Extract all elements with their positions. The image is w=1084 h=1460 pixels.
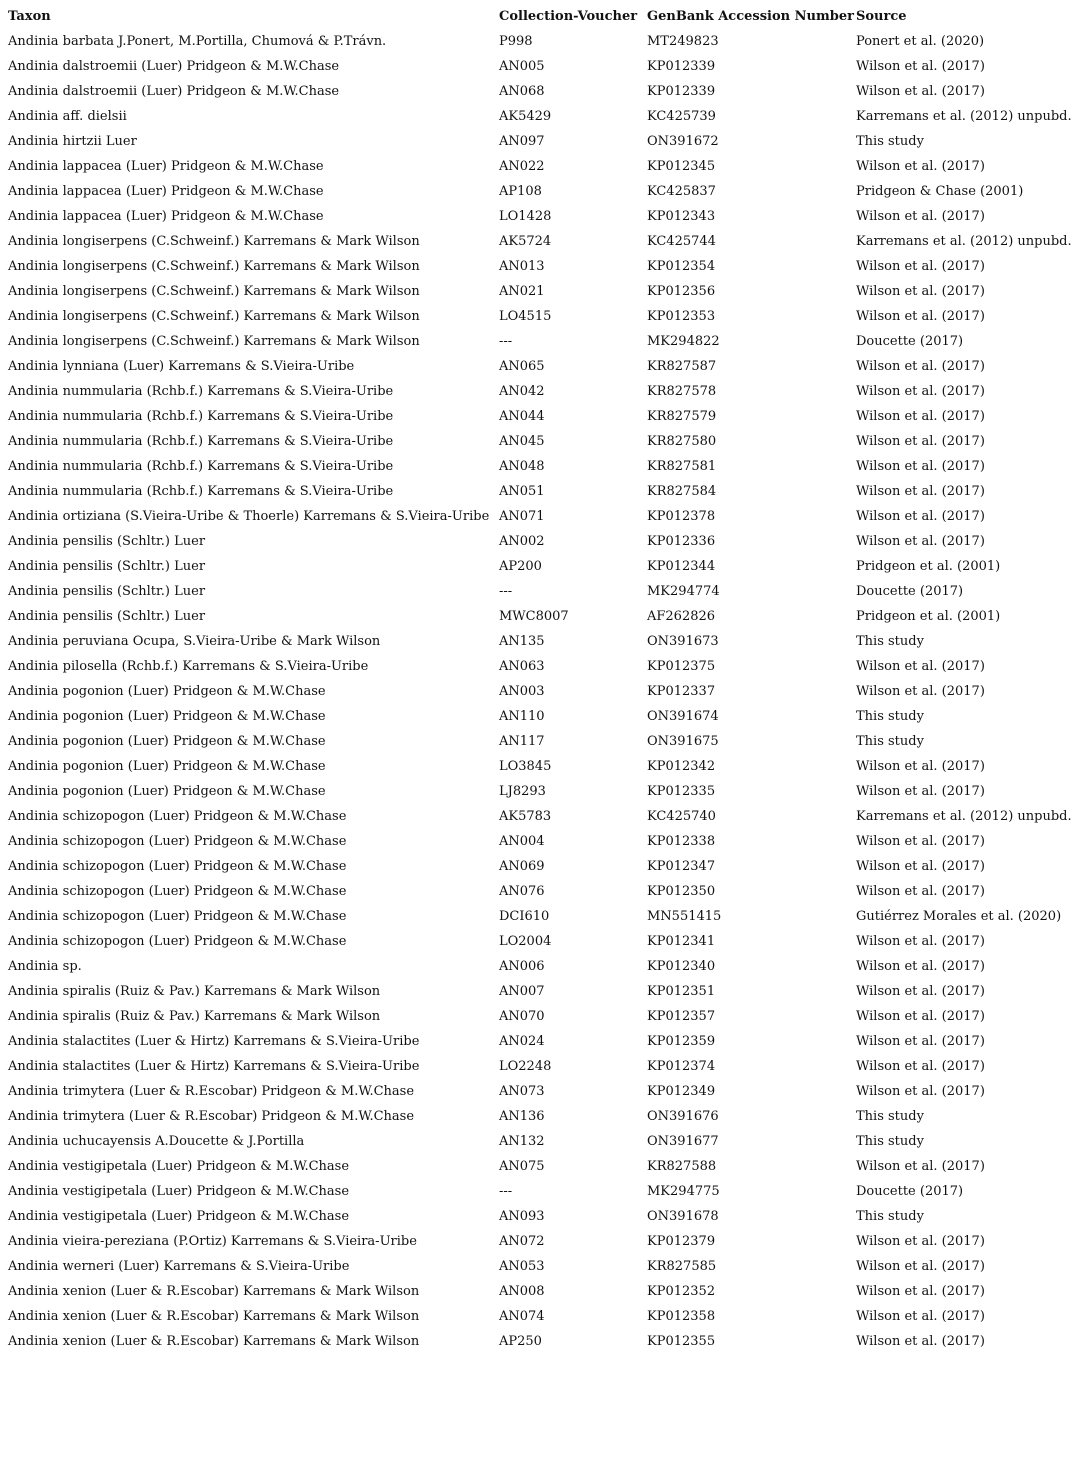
source-cell: Wilson et al. (2017) [856,1259,985,1274]
table-row [8,904,1081,929]
source-cell: Wilson et al. (2017) [856,659,985,674]
column-header-genbank-accession: GenBank Accession Number [647,9,854,24]
table-row [8,79,1081,104]
genbank-cell: KP012355 [647,1334,716,1349]
genbank-cell: KP012337 [647,684,716,699]
voucher-cell: DCI610 [499,909,550,924]
table-row [8,1104,1081,1129]
source-cell: Wilson et al. (2017) [856,284,985,299]
source-cell: Wilson et al. (2017) [856,1009,985,1024]
table-row [8,1079,1081,1104]
source-cell: This study [856,1134,924,1149]
genbank-cell: MK294774 [647,584,720,599]
table-row [8,679,1081,704]
genbank-cell: KP012352 [647,1284,716,1299]
source-cell: Wilson et al. (2017) [856,59,985,74]
voucher-cell: AN021 [499,284,545,299]
header-row [8,4,1081,29]
table-row [8,779,1081,804]
table-row [8,29,1081,54]
table-row [8,1229,1081,1254]
voucher-cell: LO3845 [499,759,552,774]
taxon-cell: Andinia schizopogon (Luer) Pridgeon & M.W.Chase [8,909,347,924]
voucher-cell: AN007 [499,984,545,999]
source-cell: Wilson et al. (2017) [856,834,985,849]
genbank-cell: KP012338 [647,834,716,849]
voucher-cell: --- [499,584,513,599]
voucher-cell: AN002 [499,534,545,549]
taxon-cell: Andinia longiserpens (C.Schweinf.) Karremans & Mark Wilson [8,334,420,349]
table-row [8,179,1081,204]
table-row [8,129,1081,154]
source-cell: Wilson et al. (2017) [856,259,985,274]
column-header-taxon: Taxon [8,9,51,24]
voucher-cell: LO1428 [499,209,552,224]
voucher-cell: AN003 [499,684,545,699]
genbank-cell: KP012359 [647,1034,716,1049]
source-cell: Wilson et al. (2017) [856,1309,985,1324]
source-cell: This study [856,634,924,649]
genbank-cell: KP012351 [647,984,716,999]
genbank-cell: KC425739 [647,109,716,124]
table-row [8,54,1081,79]
source-cell: Pridgeon et al. (2001) [856,559,1001,574]
taxon-cell: Andinia schizopogon (Luer) Pridgeon & M.W.Chase [8,859,347,874]
taxon-cell: Andinia pogonion (Luer) Pridgeon & M.W.Chase [8,684,326,699]
source-cell: Wilson et al. (2017) [856,934,985,949]
genbank-cell: KP012374 [647,1059,716,1074]
genbank-cell: KP012375 [647,659,716,674]
table-row [8,554,1081,579]
source-cell: This study [856,134,924,149]
genbank-cell: KR827580 [647,434,717,449]
taxon-cell: Andinia spiralis (Ruiz & Pav.) Karremans & Mark Wilson [8,1009,381,1024]
source-cell: Wilson et al. (2017) [856,1334,985,1349]
taxon-cell: Andinia werneri (Luer) Karremans & S.Vieira-Uribe [8,1259,350,1274]
table-row [8,254,1081,279]
genbank-cell: AF262826 [647,609,716,624]
taxon-cell: Andinia stalactites (Luer & Hirtz) Karremans & S.Vieira-Uribe [8,1059,420,1074]
voucher-cell: AN008 [499,1284,545,1299]
taxon-cell: Andinia longiserpens (C.Schweinf.) Karremans & Mark Wilson [8,259,420,274]
source-cell: Doucette (2017) [856,334,964,349]
source-cell: Wilson et al. (2017) [856,1234,985,1249]
taxon-cell: Andinia barbata J.Ponert, M.Portilla, Chumová & P.Trávn. [8,34,387,49]
source-cell: Wilson et al. (2017) [856,209,985,224]
table-row [8,304,1081,329]
genbank-cell: KC425740 [647,809,716,824]
table-row [8,1329,1081,1354]
genbank-cell: KP012336 [647,534,716,549]
voucher-cell: AN004 [499,834,545,849]
table-row [8,579,1081,604]
source-cell: Pridgeon et al. (2001) [856,609,1001,624]
voucher-cell: AK5783 [499,809,552,824]
source-cell: Wilson et al. (2017) [856,534,985,549]
taxon-cell: Andinia nummularia (Rchb.f.) Karremans & S.Vieira-Uribe [8,384,394,399]
taxon-cell: Andinia spiralis (Ruiz & Pav.) Karremans & Mark Wilson [8,984,381,999]
genbank-cell: KR827579 [647,409,717,424]
voucher-cell: AN006 [499,959,545,974]
genbank-cell: KP012378 [647,509,716,524]
voucher-cell: AN013 [499,259,545,274]
voucher-cell: P998 [499,34,533,49]
table-row [8,829,1081,854]
source-cell: This study [856,1209,924,1224]
column-header-collection-voucher: Collection-Voucher [499,9,638,24]
table-row [8,329,1081,354]
taxon-cell: Andinia schizopogon (Luer) Pridgeon & M.W.Chase [8,934,347,949]
voucher-cell: AN117 [499,734,545,749]
table-row [8,104,1081,129]
table-row [8,1029,1081,1054]
taxon-cell: Andinia longiserpens (C.Schweinf.) Karremans & Mark Wilson [8,234,420,249]
taxon-cell: Andinia lynniana (Luer) Karremans & S.Vieira-Uribe [8,359,355,374]
source-cell: Gutiérrez Morales et al. (2020) [856,909,1062,924]
table-row [8,404,1081,429]
genbank-cell: KP012340 [647,959,716,974]
table-row [8,929,1081,954]
source-cell: Karremans et al. (2012) unpubd. [856,234,1072,249]
table-row [8,504,1081,529]
source-cell: This study [856,1109,924,1124]
genbank-cell: KP012341 [647,934,716,949]
voucher-cell: LO2248 [499,1059,552,1074]
table-row [8,229,1081,254]
source-cell: Wilson et al. (2017) [856,159,985,174]
table-row [8,379,1081,404]
source-cell: Pridgeon & Chase (2001) [856,184,1024,199]
table-row [8,1154,1081,1179]
taxon-cell: Andinia vestigipetala (Luer) Pridgeon & M.W.Chase [8,1209,350,1224]
genbank-cell: KP012342 [647,759,716,774]
genbank-cell: ON391678 [647,1209,719,1224]
source-cell: Wilson et al. (2017) [856,1159,985,1174]
table-row [8,604,1081,629]
taxon-cell: Andinia nummularia (Rchb.f.) Karremans & S.Vieira-Uribe [8,434,394,449]
taxon-cell: Andinia pensilis (Schltr.) Luer [8,584,206,599]
table-row [8,1279,1081,1304]
table-row [8,1129,1081,1154]
source-cell: Wilson et al. (2017) [856,484,985,499]
source-cell: Wilson et al. (2017) [856,984,985,999]
genbank-cell: KP012358 [647,1309,716,1324]
voucher-cell: LJ8293 [499,784,546,799]
source-cell: Wilson et al. (2017) [856,359,985,374]
taxon-cell: Andinia schizopogon (Luer) Pridgeon & M.W.Chase [8,834,347,849]
taxon-cell: Andinia trimytera (Luer & R.Escobar) Pridgeon & M.W.Chase [8,1109,415,1124]
genbank-cell: KP012353 [647,309,716,324]
table-row [8,804,1081,829]
genbank-cell: MT249823 [647,34,719,49]
source-cell: Wilson et al. (2017) [856,309,985,324]
source-cell: Wilson et al. (2017) [856,759,985,774]
genbank-cell: ON391672 [647,134,719,149]
source-cell: Wilson et al. (2017) [856,959,985,974]
voucher-cell: AN044 [499,409,545,424]
voucher-cell: AN053 [499,1259,545,1274]
voucher-cell: AN042 [499,384,545,399]
specimen-table [8,4,1081,1354]
genbank-cell: KP012379 [647,1234,716,1249]
voucher-cell: AN063 [499,659,545,674]
table-row [8,704,1081,729]
taxon-cell: Andinia nummularia (Rchb.f.) Karremans & S.Vieira-Uribe [8,459,394,474]
voucher-cell: AN051 [499,484,545,499]
source-cell: This study [856,709,924,724]
source-cell: Wilson et al. (2017) [856,1059,985,1074]
voucher-cell: --- [499,334,513,349]
voucher-cell: MWC8007 [499,609,569,624]
table-header [8,4,1081,29]
genbank-cell: KP012356 [647,284,716,299]
taxon-cell: Andinia dalstroemii (Luer) Pridgeon & M.W.Chase [8,59,340,74]
voucher-cell: AN110 [499,709,545,724]
voucher-cell: AN136 [499,1109,545,1124]
genbank-cell: KP012345 [647,159,716,174]
taxon-cell: Andinia peruviana Ocupa, S.Vieira-Uribe & Mark Wilson [8,634,381,649]
taxon-cell: Andinia dalstroemii (Luer) Pridgeon & M.W.Chase [8,84,340,99]
voucher-cell: AN065 [499,359,545,374]
genbank-cell: ON391676 [647,1109,719,1124]
genbank-cell: ON391673 [647,634,719,649]
source-cell: Wilson et al. (2017) [856,884,985,899]
taxon-cell: Andinia trimytera (Luer & R.Escobar) Pridgeon & M.W.Chase [8,1084,415,1099]
taxon-cell: Andinia schizopogon (Luer) Pridgeon & M.W.Chase [8,884,347,899]
source-cell: Karremans et al. (2012) unpubd. [856,109,1072,124]
voucher-cell: AN072 [499,1234,545,1249]
source-cell: Wilson et al. (2017) [856,1284,985,1299]
source-cell: This study [856,734,924,749]
taxon-cell: Andinia pensilis (Schltr.) Luer [8,559,206,574]
voucher-cell: AN071 [499,509,545,524]
source-cell: Wilson et al. (2017) [856,1084,985,1099]
voucher-cell: AN073 [499,1084,545,1099]
table-row [8,204,1081,229]
taxon-cell: Andinia pilosella (Rchb.f.) Karremans & S.Vieira-Uribe [8,659,369,674]
voucher-cell: AN068 [499,84,545,99]
voucher-cell: AK5429 [499,109,552,124]
genbank-cell: KP012347 [647,859,716,874]
taxon-cell: Andinia longiserpens (C.Schweinf.) Karremans & Mark Wilson [8,284,420,299]
table-row [8,454,1081,479]
voucher-cell: AN005 [499,59,545,74]
genbank-cell: KR827584 [647,484,717,499]
table-row [8,879,1081,904]
voucher-cell: AN045 [499,434,545,449]
taxon-cell: Andinia xenion (Luer & R.Escobar) Karremans & Mark Wilson [8,1309,420,1324]
taxon-cell: Andinia vestigipetala (Luer) Pridgeon & M.W.Chase [8,1184,350,1199]
table-row [8,729,1081,754]
genbank-cell: KP012343 [647,209,716,224]
genbank-cell: KP012335 [647,784,716,799]
genbank-cell: KP012339 [647,59,716,74]
genbank-cell: KC425837 [647,184,716,199]
voucher-cell: AN069 [499,859,545,874]
genbank-cell: ON391674 [647,709,719,724]
table-row [8,654,1081,679]
taxon-cell: Andinia sp. [8,959,82,974]
source-cell: Doucette (2017) [856,584,964,599]
taxon-cell: Andinia pogonion (Luer) Pridgeon & M.W.Chase [8,759,326,774]
taxon-cell: Andinia aff. dielsii [8,109,127,124]
table-row [8,954,1081,979]
source-cell: Wilson et al. (2017) [856,84,985,99]
taxon-cell: Andinia vieira-pereziana (P.Ortiz) Karremans & S.Vieira-Uribe [8,1234,417,1249]
voucher-cell: AK5724 [499,234,552,249]
taxon-cell: Andinia nummularia (Rchb.f.) Karremans & S.Vieira-Uribe [8,484,394,499]
voucher-cell: AN097 [499,134,545,149]
column-header-source: Source [856,9,907,24]
voucher-cell: --- [499,1184,513,1199]
taxon-cell: Andinia pensilis (Schltr.) Luer [8,534,206,549]
table-row [8,629,1081,654]
voucher-cell: LO4515 [499,309,552,324]
taxon-cell: Andinia pensilis (Schltr.) Luer [8,609,206,624]
taxon-cell: Andinia xenion (Luer & R.Escobar) Karremans & Mark Wilson [8,1284,420,1299]
table-body [8,29,1081,1354]
genbank-cell: KR827585 [647,1259,717,1274]
taxon-cell: Andinia lappacea (Luer) Pridgeon & M.W.Chase [8,159,324,174]
voucher-cell: AN022 [499,159,545,174]
table-row [8,429,1081,454]
taxon-cell: Andinia longiserpens (C.Schweinf.) Karremans & Mark Wilson [8,309,420,324]
voucher-cell: AN075 [499,1159,545,1174]
taxon-cell: Andinia hirtzii Luer [8,134,137,149]
source-cell: Wilson et al. (2017) [856,434,985,449]
source-cell: Wilson et al. (2017) [856,509,985,524]
genbank-cell: MN551415 [647,909,722,924]
taxon-cell: Andinia pogonion (Luer) Pridgeon & M.W.Chase [8,734,326,749]
voucher-cell: AN074 [499,1309,545,1324]
genbank-cell: KP012344 [647,559,716,574]
voucher-cell: AN070 [499,1009,545,1024]
voucher-cell: AN132 [499,1134,545,1149]
table-row [8,1054,1081,1079]
source-cell: Wilson et al. (2017) [856,684,985,699]
voucher-cell: AN135 [499,634,545,649]
taxon-cell: Andinia lappacea (Luer) Pridgeon & M.W.Chase [8,209,324,224]
table-row [8,1304,1081,1329]
voucher-cell: AP200 [499,559,542,574]
table-row [8,979,1081,1004]
genbank-cell: KP012339 [647,84,716,99]
table-row [8,1179,1081,1204]
source-cell: Karremans et al. (2012) unpubd. [856,809,1072,824]
table-row [8,754,1081,779]
source-cell: Wilson et al. (2017) [856,1034,985,1049]
genbank-cell: KR827587 [647,359,717,374]
genbank-cell: KR827581 [647,459,717,474]
source-cell: Wilson et al. (2017) [856,459,985,474]
table-row [8,279,1081,304]
taxon-cell: Andinia ortiziana (S.Vieira-Uribe & Thoerle) Karremans & S.Vieira-Uribe [8,509,490,524]
source-cell: Wilson et al. (2017) [856,784,985,799]
taxon-cell: Andinia nummularia (Rchb.f.) Karremans & S.Vieira-Uribe [8,409,394,424]
taxon-cell: Andinia vestigipetala (Luer) Pridgeon & M.W.Chase [8,1159,350,1174]
source-cell: Wilson et al. (2017) [856,859,985,874]
taxon-cell: Andinia xenion (Luer & R.Escobar) Karremans & Mark Wilson [8,1334,420,1349]
genbank-cell: KP012350 [647,884,716,899]
taxon-cell: Andinia schizopogon (Luer) Pridgeon & M.W.Chase [8,809,347,824]
source-cell: Doucette (2017) [856,1184,964,1199]
genbank-cell: ON391677 [647,1134,719,1149]
table-row [8,154,1081,179]
genbank-cell: KP012357 [647,1009,716,1024]
taxon-cell: Andinia stalactites (Luer & Hirtz) Karremans & S.Vieira-Uribe [8,1034,420,1049]
table-row [8,529,1081,554]
table-row [8,1204,1081,1229]
genbank-cell: KC425744 [647,234,716,249]
genbank-cell: KP012349 [647,1084,716,1099]
table-row [8,479,1081,504]
taxon-cell: Andinia pogonion (Luer) Pridgeon & M.W.Chase [8,784,326,799]
source-cell: Wilson et al. (2017) [856,384,985,399]
genbank-cell: MK294775 [647,1184,720,1199]
table-row [8,1254,1081,1279]
voucher-cell: AP250 [499,1334,542,1349]
genbank-cell: MK294822 [647,334,720,349]
voucher-cell: AN024 [499,1034,545,1049]
table-row [8,854,1081,879]
genbank-cell: KR827578 [647,384,717,399]
source-cell: Ponert et al. (2020) [856,34,985,49]
voucher-cell: AN048 [499,459,545,474]
taxon-cell: Andinia lappacea (Luer) Pridgeon & M.W.Chase [8,184,324,199]
genbank-cell: KP012354 [647,259,716,274]
voucher-cell: AN076 [499,884,545,899]
taxon-cell: Andinia pogonion (Luer) Pridgeon & M.W.Chase [8,709,326,724]
voucher-cell: LO2004 [499,934,552,949]
taxon-cell: Andinia uchucayensis A.Doucette & J.Portilla [8,1134,305,1149]
table-row [8,1004,1081,1029]
voucher-cell: AP108 [499,184,542,199]
table-row [8,354,1081,379]
genbank-cell: ON391675 [647,734,719,749]
source-cell: Wilson et al. (2017) [856,409,985,424]
voucher-cell: AN093 [499,1209,545,1224]
genbank-cell: KR827588 [647,1159,717,1174]
